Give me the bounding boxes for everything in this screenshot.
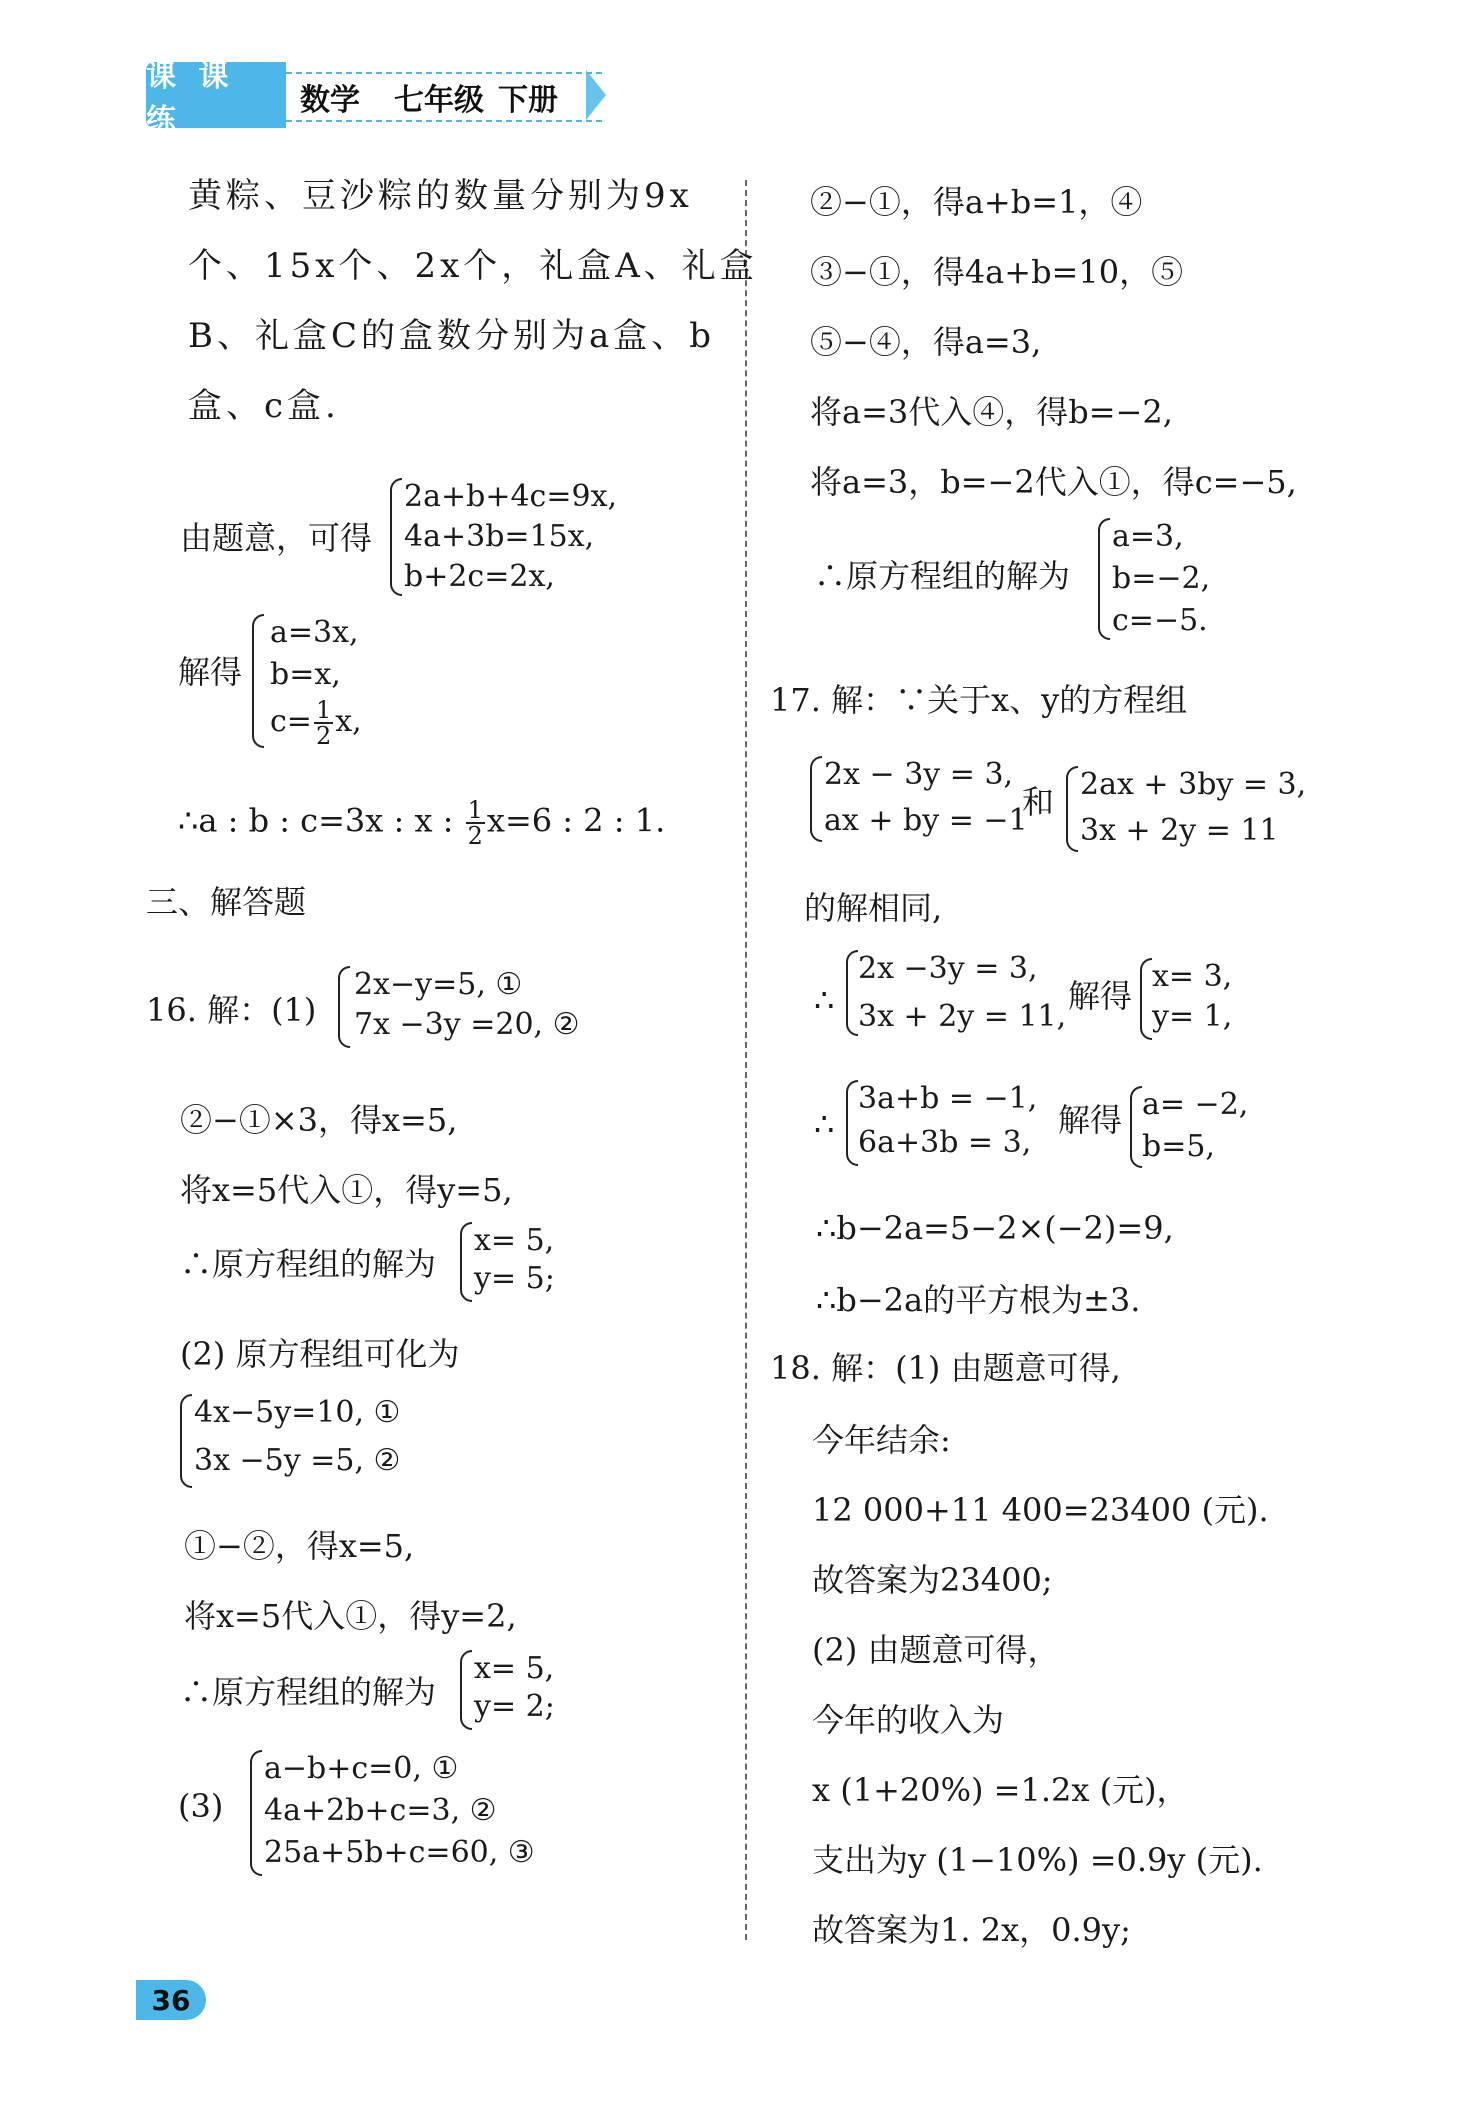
solve-label: 解得	[178, 653, 243, 691]
header-arrow-icon	[586, 70, 606, 120]
volume: 下册	[498, 83, 558, 118]
equation: 2ax + 3by = 3,	[1080, 767, 1307, 802]
text-line: 黄粽、豆沙粽的数量分别为9x	[188, 176, 693, 216]
column-divider	[745, 180, 747, 1940]
fraction: $\frac{1}{2}$	[315, 696, 332, 750]
equation: a=3,	[1112, 519, 1184, 554]
equation: b=−2,	[1112, 561, 1211, 596]
text-line: 故答案为1. 2x，0.9y;	[812, 1911, 1131, 1949]
text-line: 将x=5代入①，得y=5,	[180, 1171, 513, 1209]
equation: a=3x,	[270, 615, 359, 650]
equation: 4a+3b=15x,	[404, 519, 595, 554]
fraction: $\frac{1}{2}$	[467, 796, 483, 850]
equation: c= $\frac{1}{2}$ x,	[270, 696, 362, 750]
question-17-label: 17. 解：∵关于x、y的方程组	[770, 681, 1188, 719]
text-line: ②−①，得a+b=1，④	[810, 183, 1143, 221]
equation: x= 5,	[474, 1223, 555, 1258]
text-line: 将a=3，b=−2代入①，得c=−5,	[810, 463, 1297, 501]
equation: ax + by = −1	[824, 803, 1028, 838]
equation: 2x−y=5, ①	[354, 967, 523, 1002]
series-tag: 课 课 练	[146, 62, 286, 128]
text-line: B、礼盒C的盒数分别为a盒、b	[188, 316, 716, 356]
equation: 7x −3y =20, ②	[354, 1007, 580, 1042]
by-title: 由题意，可得	[180, 519, 373, 557]
text-line: 今年的收入为	[812, 1701, 1005, 1739]
subject: 数学	[300, 83, 360, 118]
therefore: ∴	[814, 1105, 835, 1143]
page-number: 36	[136, 1980, 206, 2020]
ratio-line: ∴a : b : c=3x : x : $\frac{1}{2}$ x=6 : 2 : 1.	[178, 796, 666, 850]
equation: 6a+3b = 3,	[858, 1125, 1032, 1160]
text-line: 盒、c盒.	[188, 386, 340, 426]
book-header	[146, 59, 616, 138]
equation: x= 3,	[1152, 959, 1233, 994]
text-line: ∴原方程组的解为	[814, 557, 1071, 595]
question-16-label: 16. 解：(1)	[146, 991, 317, 1029]
equation: b=x,	[270, 657, 341, 692]
text-line: ①−②，得x=5,	[184, 1527, 415, 1565]
section-heading: 三、解答题	[146, 883, 307, 921]
text-line: 的解相同,	[804, 889, 943, 927]
solve-label: 解得	[1068, 977, 1133, 1015]
equation: b+2c=2x,	[404, 559, 555, 594]
text-line: 将a=3代入④，得b=−2,	[810, 393, 1173, 431]
equation: 4x−5y=10, ①	[194, 1395, 401, 1430]
equation: 3x + 2y = 11	[1080, 813, 1279, 848]
equation: 2a+b+4c=9x,	[404, 479, 618, 514]
text-line: ∴b−2a的平方根为±3.	[816, 1281, 1141, 1319]
text-line: 12 000+11 400=23400 (元).	[812, 1491, 1269, 1529]
equation: y= 1,	[1152, 999, 1233, 1034]
equation: 2x −3y = 3,	[858, 951, 1038, 986]
text-line: ∴b−2a=5−2×(−2)=9,	[816, 1209, 1174, 1247]
text-line: x (1+20%) =1.2x (元)，	[812, 1771, 1189, 1809]
text-line: ②−①×3，得x=5,	[180, 1101, 458, 1139]
equation: x= 5,	[474, 1651, 555, 1686]
part-label: (3)	[178, 1787, 224, 1825]
equation: 4a+2b+c=3, ②	[264, 1793, 497, 1828]
and-word: 和	[1022, 783, 1055, 821]
text-line: 将x=5代入①，得y=2,	[184, 1597, 517, 1635]
text-line: ③−①，得4a+b=10，⑤	[810, 253, 1184, 291]
equation: 2x − 3y = 3,	[824, 757, 1014, 792]
question-18-label: 18. 解：(1) 由题意可得,	[770, 1349, 1121, 1387]
text-line: 个、15x个、2x个，礼盒A、礼盒	[188, 246, 758, 286]
solve-label: 解得	[1058, 1101, 1123, 1139]
text-line: (2) 由题意可得，	[812, 1631, 1060, 1669]
equation: 25a+5b+c=60, ③	[264, 1835, 535, 1870]
subject-box	[286, 72, 602, 122]
equation: b=5,	[1142, 1129, 1215, 1164]
therefore: ∴	[814, 981, 835, 1019]
text-line: ∴原方程组的解为	[180, 1673, 437, 1711]
equation: y= 5;	[474, 1261, 555, 1296]
equation: a= −2,	[1142, 1087, 1249, 1122]
text-line: ⑤−④，得a=3,	[810, 323, 1042, 361]
text-line: 支出为y (1−10%) =0.9y (元).	[812, 1841, 1263, 1879]
equation: 3a+b = −1,	[858, 1081, 1038, 1116]
text-line: ∴原方程组的解为	[180, 1245, 437, 1283]
text-line: 故答案为23400;	[812, 1561, 1053, 1599]
text-line: (2) 原方程组可化为	[180, 1335, 460, 1373]
equation: 3x + 2y = 11,	[858, 999, 1067, 1034]
equation: y= 2;	[474, 1689, 555, 1724]
equation: a−b+c=0, ①	[264, 1751, 459, 1786]
grade: 七年级	[394, 83, 484, 118]
equation: 3x −5y =5, ②	[194, 1443, 401, 1478]
text-line: 今年结余:	[812, 1421, 951, 1459]
equation: c=−5.	[1112, 603, 1208, 638]
